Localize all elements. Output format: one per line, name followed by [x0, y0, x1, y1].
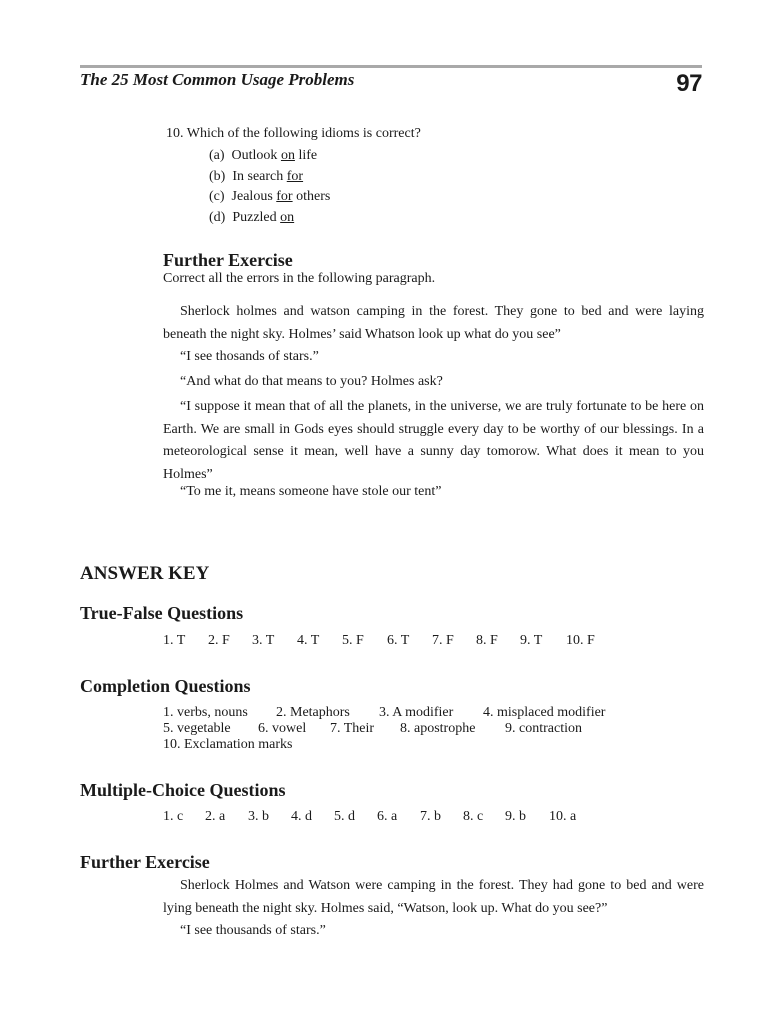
multiple-choice-answers — [163, 809, 576, 825]
option-letter: (d) — [209, 210, 226, 225]
answer-item: 4. d — [291, 809, 312, 824]
option-underlined: on — [280, 210, 295, 225]
option-text: Outlook — [231, 148, 281, 163]
running-header-title: The 25 Most Common Usage Problems — [80, 70, 355, 89]
true-false-answers — [163, 633, 595, 649]
option-text: Jealous — [231, 189, 277, 204]
answer-paragraph: “I see thousands of stars.” — [180, 923, 326, 938]
answer-item: 5. vegetable — [163, 721, 231, 736]
answer-item: 5. F — [342, 633, 364, 648]
answer-key-heading: ANSWER KEY — [80, 563, 210, 584]
option-letter: (a) — [209, 148, 225, 163]
further-exercise-heading: Further Exercise — [163, 250, 293, 270]
answer-item: 6. T — [387, 633, 410, 648]
option-letter: (c) — [209, 189, 225, 204]
answer-item: 3. A modifier — [379, 705, 454, 720]
completion-answers-line — [163, 737, 292, 753]
answer-item: 3. b — [248, 809, 269, 824]
option-letter: (b) — [209, 169, 226, 184]
page-number: 97 — [676, 70, 702, 97]
option-text-end: others — [292, 189, 331, 204]
true-false-heading: True-False Questions — [80, 603, 244, 623]
answer-item: 10. Exclamation marks — [163, 737, 293, 752]
answer-item: 10. F — [566, 633, 595, 648]
exercise-paragraph: Sherlock holmes and watson camping in the forest. They gone to bed and were laying beneath the night sky. Holmes’ said Whatson look up what do you see” — [163, 304, 704, 342]
exercise-paragraph: “I suppose it mean that of all the planets, in the universe, we are truly fortunate to be here on Earth. We are small in Gods eyes should struggle every day to be worthy of our blessings. In a meteorological sense it mean, well have a sunny day tomorow. What does it mean to you Holmes” — [163, 399, 704, 482]
multiple-choice-heading: Multiple-Choice Questions — [80, 780, 286, 800]
option-underlined: for — [276, 189, 293, 204]
exercise-paragraph: “And what do that means to you? Holmes ask? — [180, 374, 443, 389]
answer-item: 7. F — [432, 633, 454, 648]
option-c — [209, 189, 330, 205]
header-rule — [80, 65, 702, 68]
answer-item: 2. F — [208, 633, 230, 648]
answer-item: 5. d — [334, 809, 355, 824]
exercise-paragraph: “To me it, means someone have stole our tent” — [180, 484, 442, 499]
option-text: In search — [232, 169, 287, 184]
answer-item: 4. misplaced modifier — [483, 705, 606, 720]
answer-item: 2. Metaphors — [276, 705, 350, 720]
answer-item: 7. b — [420, 809, 441, 824]
answer-item: 6. a — [377, 809, 398, 824]
answer-item: 8. c — [463, 809, 484, 824]
answer-item: 8. F — [476, 633, 498, 648]
answer-item: 1. verbs, nouns — [163, 705, 248, 720]
option-underlined: on — [280, 148, 295, 163]
completion-answers-line — [163, 721, 582, 737]
answer-item: 1. c — [163, 809, 184, 824]
answer-paragraph: Sherlock Holmes and Watson were camping in the forest. They had gone to bed and were lying beneath the night sky. Holmes said, “Watson, look up. What do you see?” — [163, 878, 704, 916]
exercise-paragraph: “I see thosands of stars.” — [180, 349, 319, 364]
answer-item: 4. T — [297, 633, 320, 648]
option-underlined: for — [286, 169, 304, 184]
answer-item: 9. b — [505, 809, 526, 824]
answer-item: 10. a — [549, 809, 577, 824]
option-text: Puzzled — [232, 210, 281, 225]
answer-item: 2. a — [205, 809, 226, 824]
answer-item: 6. vowel — [258, 721, 307, 736]
question-10-stem: 10. Which of the following idioms is correct? — [166, 126, 421, 141]
answer-item: 3. T — [252, 633, 275, 648]
option-d — [209, 210, 294, 226]
completion-heading: Completion Questions — [80, 676, 251, 696]
answer-item: 9. T — [520, 633, 543, 648]
answer-item: 9. contraction — [505, 721, 582, 736]
answer-item: 1. T — [163, 633, 186, 648]
option-text-end: life — [294, 148, 318, 163]
answer-item: 7. Their — [330, 721, 375, 736]
answer-further-exercise-heading: Further Exercise — [80, 852, 210, 872]
completion-answers-line — [163, 705, 605, 721]
option-a — [209, 148, 317, 164]
further-exercise-instruction: Correct all the errors in the following paragraph. — [163, 271, 436, 286]
option-b — [209, 169, 303, 185]
answer-item: 8. apostrophe — [400, 721, 476, 736]
